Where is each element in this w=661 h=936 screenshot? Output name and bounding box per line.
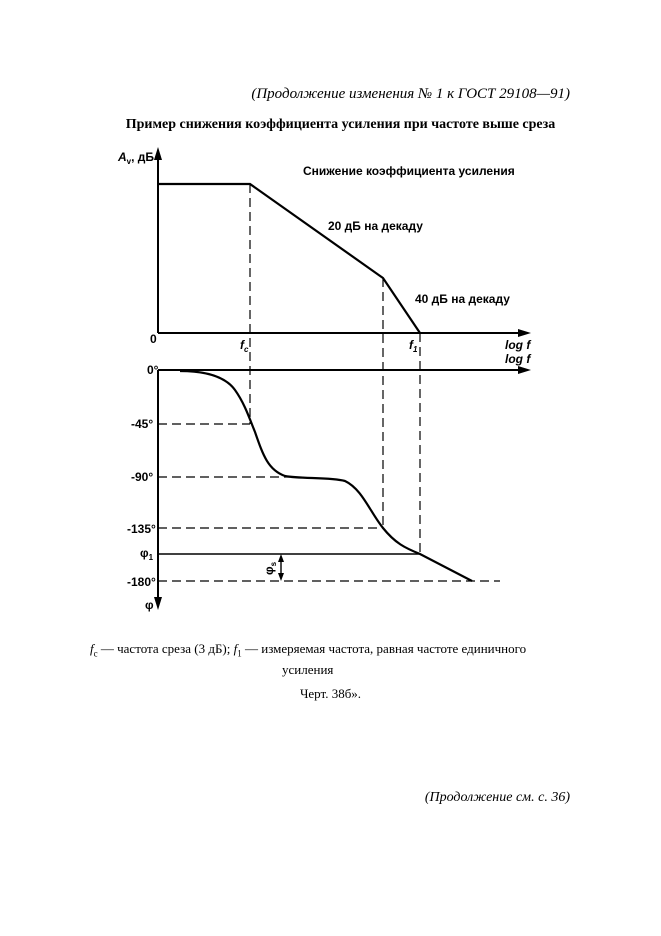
page-header: (Продолжение изменения № 1 к ГОСТ 29108—91) xyxy=(251,86,570,102)
gain-y-axis-arrow xyxy=(154,147,162,160)
caption-fc: f xyxy=(90,641,94,656)
tick-45: -45° xyxy=(131,417,154,431)
gain-x-axis-arrow xyxy=(518,329,531,337)
phase-margin-label: $\varphi_s$ xyxy=(262,561,278,575)
figure-title: Пример снижения коэффициента усиления при частоте выше среза xyxy=(125,117,556,132)
phase-y-axis-arrow xyxy=(154,597,162,610)
gain-zero-label: 0 xyxy=(150,332,157,346)
fc-label: $f_c$ xyxy=(240,338,249,354)
tick-90: -90° xyxy=(131,470,154,484)
gain-annotation-slope-2: 40 дБ на декаду xyxy=(415,292,510,306)
page-footer: (Продолжение см. с. 36) xyxy=(424,790,570,805)
f1-label: $f_1$ xyxy=(409,338,418,354)
gain-annotation-main: Снижение коэффициента усиления xyxy=(303,164,515,178)
tick-135: -135° xyxy=(127,522,156,536)
phase-curve xyxy=(180,371,472,581)
gain-x-label: log f xyxy=(505,338,531,352)
phase-margin-arrow-bottom xyxy=(278,573,284,581)
figure-caption xyxy=(90,641,570,678)
tick-0: 0° xyxy=(147,363,159,377)
caption-fc-sub: c xyxy=(93,648,98,659)
caption-f1: f xyxy=(233,641,238,656)
phase-y-label: φ xyxy=(145,598,154,612)
figure-number: Черт. 38б». xyxy=(299,686,362,701)
gain-curve xyxy=(158,184,420,333)
caption-text-2: — измеряемая частота, равная частоте единичного xyxy=(241,641,527,656)
gain-y-label: $A_v$, дБ xyxy=(118,150,155,166)
caption-f1-sub: 1 xyxy=(237,648,242,659)
phase-x-label: log f xyxy=(505,352,531,366)
tick-180: -180° xyxy=(127,575,156,589)
caption-text-3: усиления xyxy=(282,661,334,677)
caption-text-1: — частота среза (3 дБ); xyxy=(97,641,234,656)
phi1-label: $\varphi_1$ xyxy=(140,546,154,562)
gain-annotation-slope-1: 20 дБ на декаду xyxy=(328,219,423,233)
phase-x-axis-arrow xyxy=(518,366,531,374)
phase-margin-arrow-top xyxy=(278,554,284,562)
